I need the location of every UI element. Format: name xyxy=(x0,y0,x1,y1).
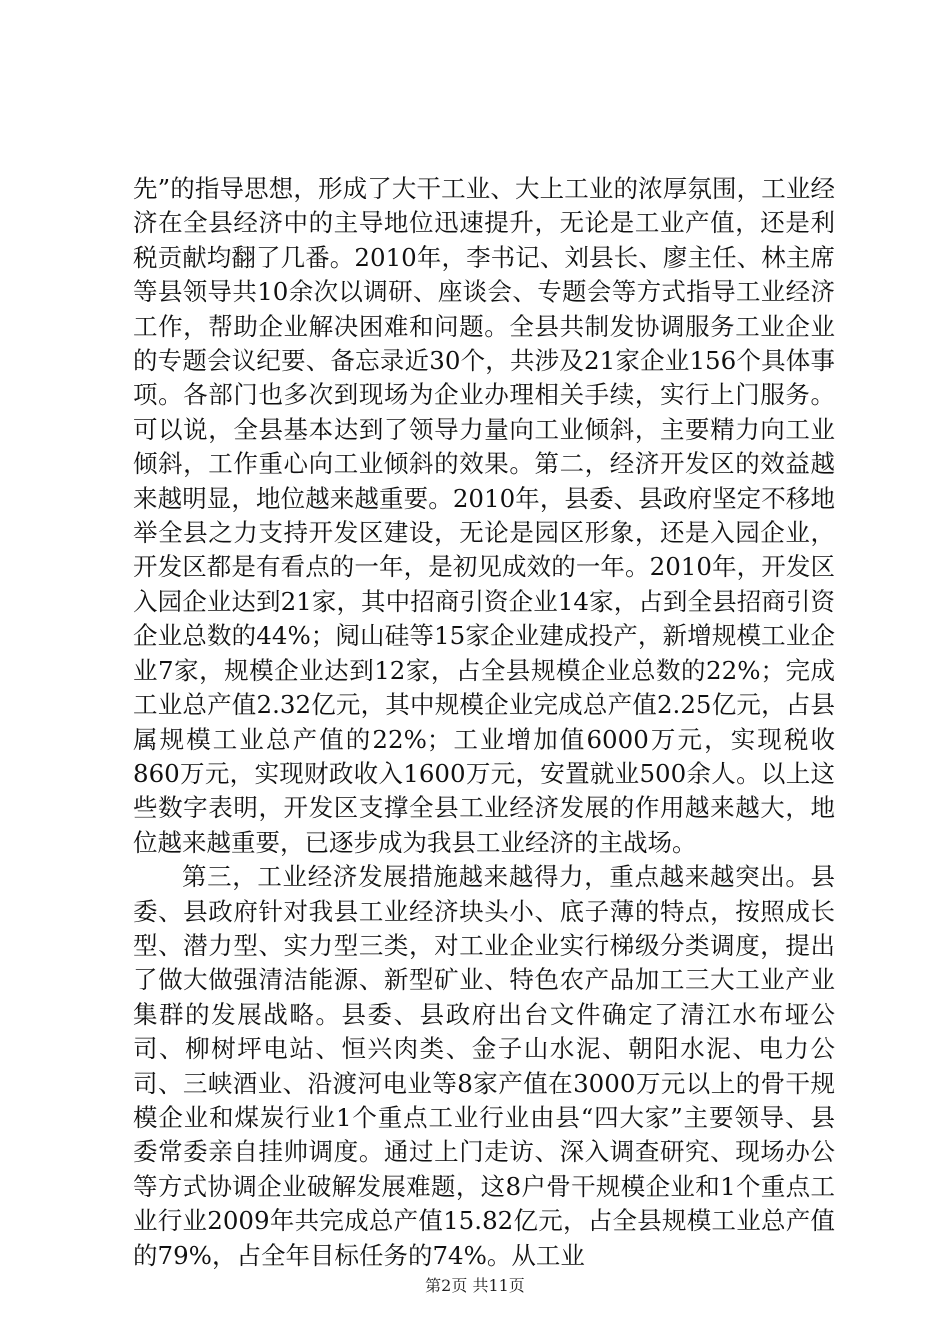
page-number: 第2页 共11页 xyxy=(425,1276,525,1295)
page-footer xyxy=(0,1276,950,1296)
document-body xyxy=(133,172,835,1273)
paragraph-continued: 先”的指导思想，形成了大干工业、大上工业的浓厚氛围，工业经济在全县经济中的主导地位迅速提升，无论是工业产值，还是利税贡献均翻了几番。2010年，李书记、刘县长、廖主任、林主席等县领导共10余次以调研、座谈会、专题会等方式指导工业经济工作，帮助企业解决困难和问题。全县共制发协调服务工业企业的专题会议纪要、备忘录近30个，共涉及21家企业156个具体事项。各部门也多次到现场为企业办理相关手续，实行上门服务。可以说，全县基本达到了领导力量向工业倾斜，主要精力向工业倾斜，工作重心向工业倾斜的效果。第二，经济开发区的效益越来越明显，地位越来越重要。2010年，县委、县政府坚定不移地举全县之力支持开发区建设，无论是园区形象，还是入园企业，开发区都是有看点的一年，是初见成效的一年。2010年，开发区入园企业达到21家，其中招商引资企业14家，占到全县招商引资企业总数的44%；阋山硅等15家企业建成投产，新增规模工业企业7家，规模企业达到12家，占全县规模企业总数的22%；完成工业总产值2.32亿元，其中规模企业完成总产值2.25亿元，占县属规模工业总产值的22%；工业增加值6000万元，实现税收860万元，实现财政收入1600万元，安置就业500余人。以上这些数字表明，开发区支撑全县工业经济发展的作用越来越大，地位越来越重要，已逐步成为我县工业经济的主战场。 xyxy=(133,174,835,857)
paragraph-third-point: 第三，工业经济发展措施越来越得力，重点越来越突出。县委、县政府针对我县工业经济块头小、底子薄的特点，按照成长型、潜力型、实力型三类，对工业企业实行梯级分类调度，提出了做大做强清洁能源、新型矿业、特色农产品加工三大工业产业集群的发展战略。县委、县政府出台文件确定了清江水布垭公司、柳树坪电站、恒兴肉类、金子山水泥、朝阳水泥、电力公司、三峡酒业、沿渡河电业等8家产值在3000万元以上的骨干规模企业和煤炭行业1个重点工业行业由县“四大家”主要领导、县委常委亲自挂帅调度。通过上门走访、深入调查研究、现场办公等方式协调企业破解发展难题，这8户骨干规模企业和1个重点工业行业2009年共完成总产值15.82亿元，占全县规模工业总产值的79%，占全年目标任务的74%。从工业 xyxy=(133,862,835,1270)
